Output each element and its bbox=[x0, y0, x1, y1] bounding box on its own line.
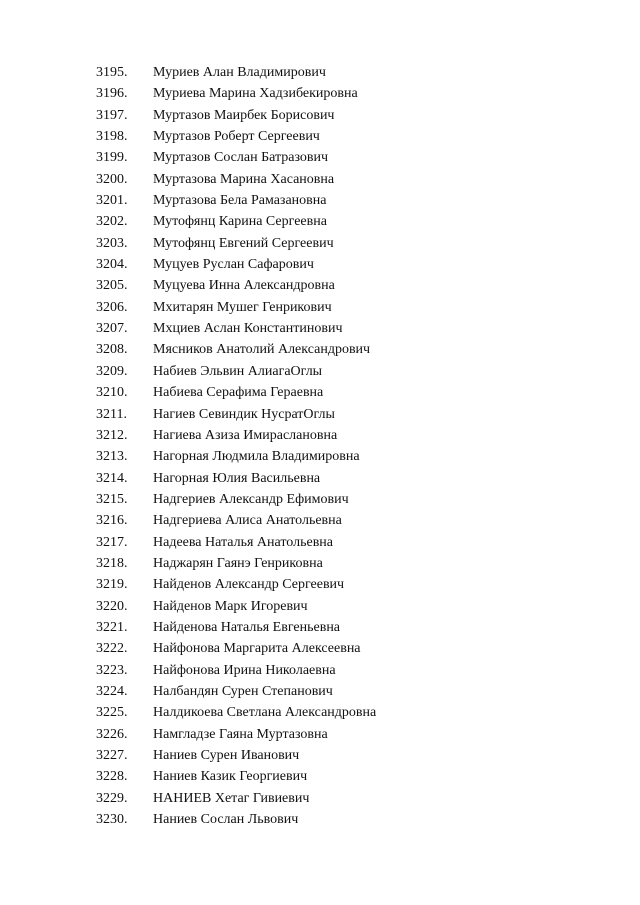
entry-name: Мутофянц Евгений Сергеевич bbox=[153, 235, 334, 251]
entry-number: 3210. bbox=[96, 385, 128, 401]
list-item bbox=[0, 489, 640, 510]
entry-number: 3198. bbox=[96, 129, 128, 145]
entry-name: Муртазов Сослан Батразович bbox=[153, 150, 329, 166]
entry-name: Налдикоева Светлана Александровна bbox=[153, 705, 377, 721]
entry-number: 3227. bbox=[96, 748, 128, 763]
entry-name: Муртазов Маирбек Борисович bbox=[153, 107, 335, 123]
entry-name: Муцуев Руслан Сафарович bbox=[153, 257, 314, 273]
entry-number: 3204. bbox=[96, 257, 128, 273]
list-item bbox=[0, 745, 640, 766]
list-item bbox=[0, 297, 640, 318]
list-item bbox=[0, 596, 640, 617]
entry-number: 3219. bbox=[96, 577, 128, 593]
list-item bbox=[0, 83, 640, 104]
entry-number: 3208. bbox=[96, 342, 128, 358]
entry-number: 3205. bbox=[96, 278, 128, 294]
entry-name: Надгериева Алиса Анатольевна bbox=[153, 513, 342, 529]
entry-name: Найденова Наталья Евгеньевна bbox=[153, 619, 341, 635]
list-item bbox=[0, 339, 640, 360]
entry-name: Мхитарян Мушег Генрикович bbox=[153, 299, 332, 315]
entry-number: 3218. bbox=[96, 555, 128, 571]
entry-name: Наниев Казик Георгиевич bbox=[153, 769, 308, 785]
list-item bbox=[0, 446, 640, 467]
entry-name: Мутофянц Карина Сергеевна bbox=[153, 214, 327, 230]
list-item bbox=[0, 702, 640, 723]
entry-name: Нагорная Людмила Владимировна bbox=[153, 449, 360, 465]
list-item bbox=[0, 617, 640, 638]
entry-number: 3202. bbox=[96, 214, 128, 230]
entry-name: Найфонова Маргарита Алексеевна bbox=[153, 641, 361, 657]
entry-number: 3207. bbox=[96, 321, 128, 337]
list-item bbox=[0, 724, 640, 745]
entry-number: 3213. bbox=[96, 449, 128, 465]
list-item bbox=[0, 147, 640, 168]
entry-name: Муриева Марина Хадзибекировна bbox=[153, 86, 358, 102]
list-item bbox=[0, 361, 640, 382]
entry-number: 3223. bbox=[96, 662, 128, 678]
entry-name: НАНИЕВ Хетаг Гивиевич bbox=[153, 790, 310, 806]
list-item bbox=[0, 766, 640, 787]
entry-number: 3222. bbox=[96, 641, 128, 657]
list-item bbox=[0, 510, 640, 531]
entry-number: 3226. bbox=[96, 726, 128, 742]
list-item bbox=[0, 211, 640, 232]
list-item bbox=[0, 233, 640, 254]
entry-name: Муртазова Бела Рамазановна bbox=[153, 193, 327, 209]
entry-name: Муртазова Марина Хасановна bbox=[153, 171, 335, 187]
list-item bbox=[0, 62, 640, 83]
entry-number: 3200. bbox=[96, 171, 128, 187]
list-item bbox=[0, 532, 640, 553]
entry-name: Наниев Сурен Иванович bbox=[153, 748, 300, 763]
list-item bbox=[0, 190, 640, 211]
entry-name: Надеева Наталья Анатольевна bbox=[153, 534, 334, 550]
list-item bbox=[0, 468, 640, 489]
entry-name: Мясников Анатолий Александрович bbox=[153, 342, 371, 358]
entry-number: 3196. bbox=[96, 86, 128, 102]
entry-name: Надгериев Александр Ефимович bbox=[153, 491, 349, 507]
list-item bbox=[0, 105, 640, 126]
list-item bbox=[0, 404, 640, 425]
entry-number: 3214. bbox=[96, 470, 128, 486]
entry-name: Набиева Серафима Гераевна bbox=[153, 385, 324, 401]
entry-number: 3209. bbox=[96, 363, 128, 379]
entry-number: 3220. bbox=[96, 598, 128, 614]
entry-number: 3224. bbox=[96, 683, 128, 699]
list-item bbox=[0, 660, 640, 681]
list-item bbox=[0, 809, 640, 830]
entry-number: 3195. bbox=[96, 65, 128, 80]
entry-name: Набиев Эльвин АлиагаОглы bbox=[153, 363, 323, 379]
entry-number: 3229. bbox=[96, 790, 128, 806]
list-item bbox=[0, 553, 640, 574]
entry-number: 3211. bbox=[96, 406, 127, 422]
entry-number: 3203. bbox=[96, 235, 128, 251]
list-item bbox=[0, 169, 640, 190]
list-item bbox=[0, 574, 640, 595]
list-item bbox=[0, 425, 640, 446]
list-item bbox=[0, 382, 640, 403]
entry-number: 3201. bbox=[96, 193, 128, 209]
entry-name: Муртазов Роберт Сергеевич bbox=[153, 129, 320, 145]
entry-number: 3216. bbox=[96, 513, 128, 529]
entry-number: 3225. bbox=[96, 705, 128, 721]
list-item bbox=[0, 254, 640, 275]
entry-name: Муцуева Инна Александровна bbox=[153, 278, 335, 294]
entry-name: Найденов Марк Игоревич bbox=[153, 598, 308, 614]
entry-number: 3228. bbox=[96, 769, 128, 785]
entry-number: 3199. bbox=[96, 150, 128, 166]
entry-name: Наниев Сослан Львович bbox=[153, 812, 299, 828]
entry-number: 3221. bbox=[96, 619, 128, 635]
entry-number: 3215. bbox=[96, 491, 128, 507]
entry-number: 3206. bbox=[96, 299, 128, 315]
list-item bbox=[0, 275, 640, 296]
entry-number: 3212. bbox=[96, 427, 128, 443]
entry-number: 3230. bbox=[96, 812, 128, 828]
entry-name: Муриев Алан Владимирович bbox=[153, 65, 326, 80]
entry-name: Мхциев Аслан Константинович bbox=[153, 321, 343, 337]
entry-name: Найденов Александр Сергеевич bbox=[153, 577, 345, 593]
list-item bbox=[0, 681, 640, 702]
entry-name: Нагиев Севиндик НусратОглы bbox=[153, 406, 335, 422]
entry-name: Нагорная Юлия Васильевна bbox=[153, 470, 321, 486]
entry-name: Найфонова Ирина Николаевна bbox=[153, 662, 336, 678]
entry-number: 3217. bbox=[96, 534, 128, 550]
name-list bbox=[0, 62, 640, 830]
entry-name: Намгладзе Гаяна Муртазовна bbox=[153, 726, 328, 742]
list-item bbox=[0, 126, 640, 147]
entry-number: 3197. bbox=[96, 107, 128, 123]
list-item bbox=[0, 638, 640, 659]
list-item bbox=[0, 318, 640, 339]
entry-name: Налбандян Сурен Степанович bbox=[153, 683, 333, 699]
entry-name: Наджарян Гаянэ Генриковна bbox=[153, 555, 323, 571]
list-item bbox=[0, 788, 640, 809]
entry-name: Нагиева Азиза Имираслановна bbox=[153, 427, 338, 443]
